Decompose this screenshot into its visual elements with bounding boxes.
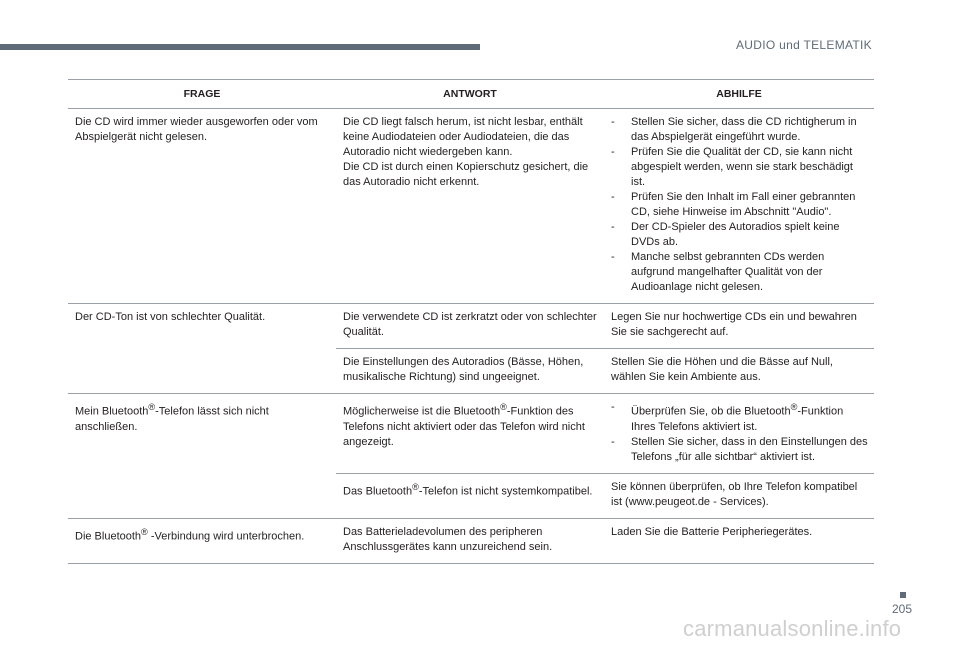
question-cell (68, 394, 336, 519)
table-row (68, 304, 874, 349)
registered-mark: ® (412, 481, 419, 492)
answer-cell (336, 473, 604, 518)
remedy-cell (604, 394, 874, 474)
answer-cell (336, 394, 604, 474)
remedy-item (611, 400, 868, 435)
remedy-cell (604, 109, 874, 304)
answer-text: Möglicherweise ist die Bluetooth (343, 405, 501, 418)
watermark: carmanualsonline.info (683, 616, 902, 641)
remedy-text: -Funktion Ihres Telefons aktiviert ist. (631, 405, 844, 433)
remedy-cell: Sie können überprüfen, ob Ihre Telefon kompatibel ist (www.peugeot.de - Services). (604, 473, 874, 518)
registered-mark: ® (500, 402, 507, 412)
remedy-cell: Stellen Sie die Höhen und die Bässe auf Null, wählen Sie kein Ambiente aus. (604, 349, 874, 394)
table-row (68, 394, 874, 474)
remedy-cell: Legen Sie nur hochwertige CDs ein und bewahren Sie sie sachgerecht auf. (604, 304, 874, 349)
answer-cell: Das Batterieladevolumen des peripheren Anschlussgerätes kann unzureichend sein. (336, 518, 604, 563)
answer-cell: Die verwendete CD ist zerkratzt oder von schlechter Qualität. (336, 304, 604, 349)
header-accent-bar (0, 44, 480, 50)
answer-cell (336, 109, 604, 304)
remedy-list (611, 115, 868, 295)
column-header-answer: ANTWORT (336, 80, 604, 109)
table-row (68, 518, 874, 563)
section-title: AUDIO und TELEMATIK (736, 38, 872, 52)
remedy-list (611, 400, 868, 465)
continue-square-icon (900, 592, 906, 598)
remedy-item: - Manche selbst gebrannten CDs werden aufgrund mangelhafter Qualität von der Audioanlage nicht gelesen. (611, 250, 868, 295)
answer-cell: Die Einstellungen des Autoradios (Bässe, Höhen, musikalische Richtung) sind ungeeignet. (336, 349, 604, 394)
remedy-item: - Stellen Sie sicher, dass in den Einstellungen des Telefons „für alle sichtbar“ aktiviert ist. (611, 435, 868, 465)
question-text: Die Bluetooth (75, 530, 142, 543)
registered-mark: ® (141, 526, 148, 537)
troubleshooting-table (68, 79, 874, 564)
remedy-cell: Laden Sie die Batterie Peripheriegerätes. (604, 518, 874, 563)
remedy-item: - Stellen Sie sicher, dass die CD richtigherum in das Abspielgerät eingeführt wurde. (611, 115, 868, 145)
remedy-item: - Prüfen Sie den Inhalt im Fall einer gebrannten CD, siehe Hinweise im Abschnitt "Audio". (611, 190, 868, 220)
table-header-row (68, 80, 874, 109)
answer-text: Das Bluetooth (343, 485, 413, 498)
question-cell (68, 518, 336, 563)
remedy-text: Überprüfen Sie, ob die Bluetooth (631, 405, 791, 418)
page-number: 205 (892, 602, 913, 616)
remedy-item: - Der CD-Spieler des Autoradios spielt keine DVDs ab. (611, 220, 868, 250)
question-text: Mein Bluetooth (75, 405, 149, 418)
question-text: -Verbindung wird unterbrochen. (147, 530, 305, 543)
table-row (68, 109, 874, 304)
column-header-question: FRAGE (68, 80, 336, 109)
registered-mark: ® (148, 402, 156, 412)
question-cell: Die CD wird immer wieder ausgeworfen oder vom Abspielgerät nicht gelesen. (68, 109, 336, 304)
remedy-item: - Prüfen Sie die Qualität der CD, sie kann nicht abgespielt werden, wenn sie stark beschädigt ist. (611, 145, 868, 190)
question-cell: Der CD-Ton ist von schlechter Qualität. (68, 304, 336, 394)
answer-text: -Funktion des Telefons nicht aktiviert oder das Telefon wird nicht angezeigt. (343, 405, 585, 448)
column-header-remedy: ABHILFE (604, 80, 874, 109)
question-text: -Telefon lässt sich nicht anschließen. (75, 405, 269, 433)
answer-text: Die CD ist durch einen Kopierschutz gesichert, die das Autoradio nicht erkennt. (343, 161, 589, 188)
answer-text: -Telefon ist nicht systemkompatibel. (418, 485, 593, 498)
answer-text: Die CD liegt falsch herum, ist nicht lesbar, enthält keine Audiodateien oder Audiodateien, die das Autoradio nicht wiedergeben kann. (343, 116, 583, 158)
registered-mark: ® (790, 402, 798, 412)
